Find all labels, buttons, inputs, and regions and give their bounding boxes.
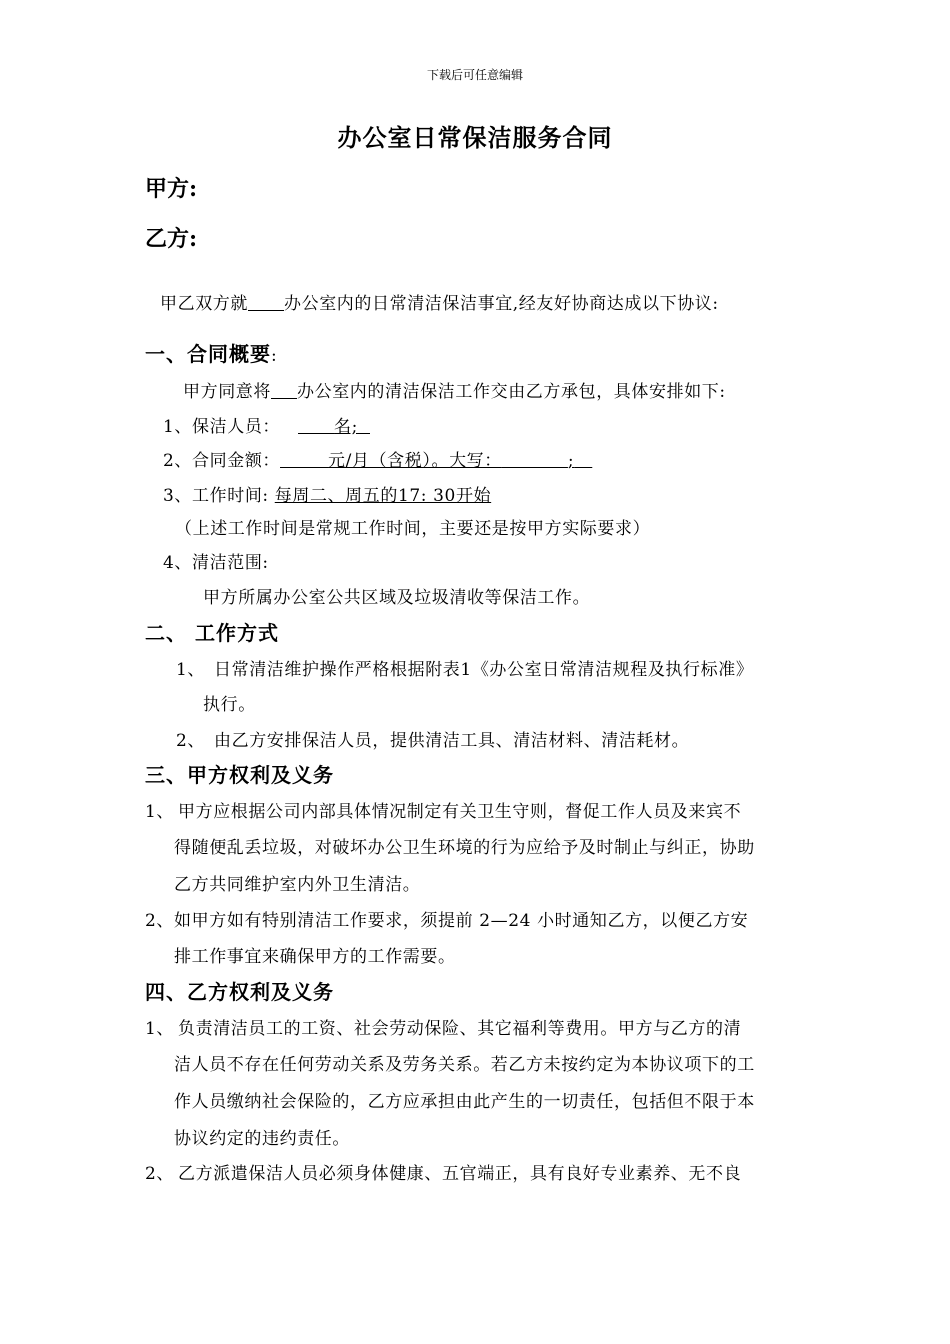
section-4-item-2-number: 2、 xyxy=(145,1164,175,1184)
section-3-item-1-number: 1、 xyxy=(145,802,175,822)
staff-count-field: 名; xyxy=(334,417,358,437)
item-cleaning-scope-label: 4、清洁范围: xyxy=(163,553,269,573)
section-3-item-1-line-2: 得随便乱丢垃圾，对破坏办公卫生环境的行为应给予及时制止与纠正，协助 xyxy=(174,838,755,858)
section-2-item-1-line-1: 日常清洁维护操作严格根据附表1《办公室日常清洁规程及执行标准》 xyxy=(214,660,754,680)
section-2-item-1-number: 1、 xyxy=(176,660,206,680)
section-1-heading xyxy=(145,338,277,367)
section-1-lead xyxy=(183,377,726,402)
section-4-item-1-line-1: 负责清洁员工的工资、社会劳动保险、其它福利等费用。甲方与乙方的清 xyxy=(178,1019,742,1039)
work-time-note: （上述工作时间是常规工作时间，主要还是按甲方实际要求） xyxy=(175,519,651,539)
blank-field xyxy=(271,381,297,399)
lead-pre: 甲方同意将 xyxy=(183,382,271,402)
section-3-item-1-line-1: 甲方应根据公司内部具体情况制定有关卫生守则，督促工作人员及来宾不 xyxy=(178,802,742,822)
section-4-heading: 四、乙方权利及义务 xyxy=(145,980,334,1004)
item-label: 1、保洁人员： xyxy=(163,417,281,437)
section-2-item-2-number: 2、 xyxy=(176,731,206,751)
item-contract-amount xyxy=(163,446,592,471)
intro-post: 办公室内的日常清洁保洁事宜,经友好协商达成以下协议: xyxy=(284,294,719,314)
item-label: 2、合同金额： xyxy=(163,451,281,471)
party-b-label: 乙方: xyxy=(145,226,198,252)
section-4-item-1-line-4: 协议约定的违约责任。 xyxy=(174,1129,350,1149)
work-time-value: 每周二、周五的17: 30开始 xyxy=(274,486,492,506)
item-work-time xyxy=(163,481,491,506)
item-label: 3、工作时间: xyxy=(163,486,269,506)
section-1-title: 一、合同概要 xyxy=(145,342,271,366)
blank-field xyxy=(248,293,284,311)
section-4-item-1-line-3: 作人员缴纳社会保险的，乙方应承担由此产生的一切责任，包括但不限于本 xyxy=(174,1092,755,1112)
intro-pre: 甲乙双方就 xyxy=(160,294,248,314)
section-3-item-2-line-1: 2、如甲方如有特别清洁工作要求，须提前 2—24 小时通知乙方，以便乙方安 xyxy=(145,911,749,931)
section-2-item-1-line-2: 执行。 xyxy=(203,695,256,715)
item-cleaning-staff xyxy=(163,412,370,437)
section-3-heading: 三、甲方权利及义务 xyxy=(145,763,334,787)
party-a-label: 甲方: xyxy=(145,176,198,202)
section-4-item-1-number: 1、 xyxy=(145,1019,175,1039)
header-note: 下载后可任意编辑 xyxy=(426,68,523,82)
document-title: 办公室日常保洁服务合同 xyxy=(337,123,613,152)
section-2-heading: 二、 工作方式 xyxy=(145,621,279,645)
section-3-item-1-line-3: 乙方共同维护室内外卫生清洁。 xyxy=(174,875,421,895)
section-2-item-2-text: 由乙方安排保洁人员，提供清洁工具、清洁材料、清洁耗材。 xyxy=(214,731,690,751)
section-3-item-2-line-2: 排工作事宜来确保甲方的工作需要。 xyxy=(174,947,456,967)
lead-post: 办公室内的清洁保洁工作交由乙方承包，具体安排如下: xyxy=(297,382,726,402)
section-4-item-1-line-2: 洁人员不存在任何劳动关系及劳务关系。若乙方未按约定为本协议项下的工 xyxy=(174,1055,755,1075)
intro-paragraph xyxy=(160,289,719,314)
section-4-item-2-line-1: 乙方派遣保洁人员必须身体健康、五官端正，具有良好专业素养、无不良 xyxy=(178,1164,742,1184)
section-1-colon: : xyxy=(271,346,278,366)
amount-field: 元/月（含税）。大写： ; xyxy=(328,451,575,471)
cleaning-scope-value: 甲方所属办公室公共区域及垃圾清收等保洁工作。 xyxy=(203,588,591,608)
